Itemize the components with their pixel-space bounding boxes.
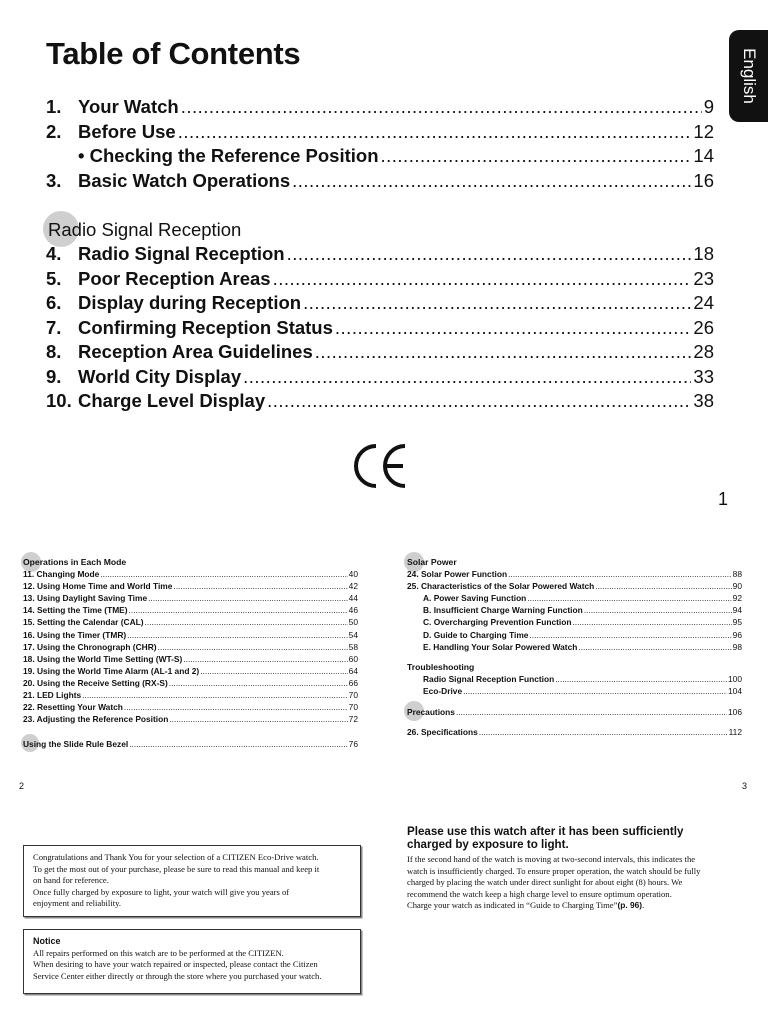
- toc-row-number: 9.: [46, 365, 62, 387]
- toc-dots: [148, 593, 348, 603]
- toc-row-page: 16: [693, 169, 714, 191]
- toc-row-page: 72: [348, 714, 358, 725]
- toc-row[interactable]: [423, 593, 742, 603]
- toc-row[interactable]: [23, 666, 358, 676]
- toc-row-number: 5.: [46, 267, 62, 289]
- toc-row[interactable]: [46, 366, 714, 388]
- toc-row-title: 11. Changing Mode: [23, 569, 100, 579]
- toc-dots: [527, 593, 731, 603]
- toc-row-page: 100: [728, 674, 742, 684]
- notice-title: Notice: [33, 936, 61, 946]
- toc-row-title: Radio Signal Reception: [78, 243, 285, 264]
- page-title: Table of Contents: [46, 36, 301, 71]
- toc-row-page: 24: [693, 292, 714, 313]
- notice-box: [23, 929, 361, 994]
- toc-solar: [407, 569, 742, 659]
- toc-row[interactable]: [23, 605, 358, 615]
- toc-row-title: 17. Using the Chronograph (CHR): [23, 641, 157, 652]
- toc-dots: [595, 581, 731, 591]
- toc-dots: [173, 581, 347, 591]
- toc-row-title: Using the Slide Rule Bezel: [23, 739, 129, 749]
- toc-row-title: 26. Specifications: [407, 727, 478, 737]
- toc-row-title: Poor Reception Areas: [78, 267, 271, 289]
- text-line: watch is insufficiently charged. To ensure proper operation, the watch should be fully: [407, 865, 701, 876]
- toc-dots: [529, 630, 731, 640]
- toc-basic: [46, 96, 714, 206]
- toc-dots: [381, 145, 692, 167]
- toc-row[interactable]: [23, 642, 358, 652]
- toc-row-title: 13. Using Daylight Saving Time: [23, 593, 148, 604]
- toc-row-number: 2.: [46, 120, 62, 142]
- toc-row-title: 20. Using the Receive Setting (RX-S): [23, 677, 168, 688]
- toc-row-page: 60: [348, 653, 358, 664]
- toc-dots: [463, 686, 727, 696]
- toc-row-page: 92: [732, 593, 742, 604]
- toc-row-number: 10.: [46, 390, 72, 411]
- toc-row-title: Before Use: [78, 120, 176, 142]
- toc-row[interactable]: [23, 630, 358, 640]
- toc-row-title: Charge Level Display: [78, 390, 266, 411]
- toc-row[interactable]: [23, 654, 358, 664]
- toc-row-page: 18: [693, 243, 714, 264]
- toc-row-title: 22. Resetting Your Watch: [23, 702, 123, 713]
- toc-row[interactable]: [23, 690, 358, 700]
- toc-dots: [584, 605, 732, 615]
- text-line: on hand for reference.: [33, 875, 109, 886]
- toc-dots: [100, 569, 347, 579]
- toc-row-page: 90: [732, 581, 742, 592]
- toc-row[interactable]: [23, 739, 358, 749]
- toc-row-page: 44: [348, 593, 358, 604]
- charge-heading-line: Please use this watch after it has been sufficiently: [407, 825, 684, 838]
- toc-row-title: 14. Setting the Time (TME): [23, 605, 128, 616]
- text-line: When desiring to have your watch repaired or inspected, please contact the Citizen: [33, 959, 318, 970]
- toc-row-page: 96: [732, 629, 742, 640]
- toc-row-title: Confirming Reception Status: [78, 316, 333, 338]
- toc-dots: [287, 243, 692, 265]
- toc-dots: [303, 292, 691, 314]
- toc-dots: [292, 170, 691, 192]
- page-number: 3: [742, 781, 748, 791]
- toc-row-title: 25. Characteristics of the Solar Powered Watch: [407, 581, 595, 592]
- charge-page-ref[interactable]: (p. 96): [617, 900, 643, 911]
- toc-row[interactable]: [46, 121, 714, 143]
- toc-row-title: World City Display: [78, 365, 242, 387]
- page-number: 1: [718, 489, 729, 509]
- toc-row-title: 23. Adjusting the Reference Position: [23, 714, 169, 725]
- toc-row[interactable]: [23, 702, 358, 712]
- toc-dots: [243, 366, 691, 388]
- toc-row[interactable]: [46, 292, 714, 314]
- page-number: 2: [19, 781, 25, 791]
- charge-body: [407, 854, 752, 912]
- toc-row-page: 94: [732, 605, 742, 616]
- toc-row-number: 7.: [46, 316, 62, 338]
- toc-row[interactable]: [46, 268, 714, 290]
- toc-dots: [127, 630, 348, 640]
- toc-row-page: 42: [348, 581, 358, 592]
- section-heading-solar: Solar Power: [407, 557, 457, 567]
- toc-dots: [273, 268, 692, 290]
- section-heading-operations: Operations in Each Mode: [23, 557, 127, 567]
- toc-dots: [315, 341, 692, 363]
- toc-row-title: 18. Using the World Time Setting (WT-S): [23, 653, 183, 664]
- toc-row[interactable]: [23, 617, 358, 627]
- toc-row-number: 4.: [46, 243, 62, 264]
- toc-row[interactable]: [23, 581, 358, 591]
- toc-row-page: 50: [348, 617, 358, 628]
- toc-dots: [456, 707, 727, 717]
- toc-row-page: 112: [728, 727, 742, 737]
- toc-row-title: • Checking the Reference Position: [78, 145, 379, 166]
- toc-row-number: 6.: [46, 292, 62, 313]
- toc-row-page: 66: [348, 677, 358, 688]
- toc-row-title: 24. Solar Power Function: [407, 569, 508, 579]
- toc-row-page: 106: [728, 707, 742, 717]
- text-line: recommend the watch keep a high charge level to ensure optimum operation.: [407, 888, 672, 899]
- toc-row[interactable]: [46, 96, 714, 118]
- toc-dots: [82, 690, 348, 700]
- toc-row[interactable]: [46, 243, 714, 265]
- toc-dots: [169, 714, 347, 724]
- text-line: If the second hand of the watch is moving at two-second intervals, this indicates the: [407, 854, 696, 864]
- toc-row[interactable]: [46, 317, 714, 339]
- toc-row-page: 33: [693, 365, 714, 387]
- text-line: Service Center either directly or through the store where you purchased your watch.: [33, 970, 322, 981]
- toc-row-page: 12: [693, 120, 714, 142]
- toc-dots: [183, 654, 347, 664]
- charge-heading: [407, 825, 747, 851]
- toc-row-title: D. Guide to Charging Time: [423, 629, 529, 640]
- toc-dots: [335, 317, 692, 339]
- notice-text: [33, 948, 351, 983]
- toc-row[interactable]: [423, 642, 742, 652]
- toc-row-number: 3.: [46, 169, 62, 191]
- toc-row-title: Display during Reception: [78, 292, 302, 313]
- charge-end: .: [642, 900, 645, 911]
- charge-heading-line: charged by exposure to light.: [407, 838, 569, 851]
- toc-row-title: Your Watch: [78, 96, 179, 117]
- toc-row[interactable]: [23, 714, 358, 724]
- toc-row[interactable]: [46, 145, 714, 167]
- toc-row-number: 8.: [46, 341, 62, 362]
- toc-row[interactable]: [423, 630, 742, 640]
- toc-row-title: Radio Signal Reception Function: [423, 674, 555, 684]
- toc-dots: [169, 678, 348, 688]
- toc-operations: [23, 569, 358, 729]
- toc-row-title: 16. Using the Timer (TMR): [23, 629, 127, 640]
- toc-row-title: 21. LED Lights: [23, 690, 82, 700]
- charge-last-line: [407, 900, 752, 912]
- toc-row-title: 12. Using Home Time and World Time: [23, 581, 173, 592]
- toc-row-page: 95: [732, 617, 742, 628]
- text-line: enjoyment and reliability.: [33, 898, 121, 909]
- toc-row-page: 9: [703, 96, 714, 117]
- section-heading-troubleshooting: Troubleshooting: [407, 662, 475, 672]
- toc-row-page: 38: [693, 390, 714, 411]
- toc-row[interactable]: [407, 707, 742, 717]
- congratulations-box: [23, 845, 361, 917]
- toc-row-number: 1.: [46, 96, 62, 117]
- toc-row-page: 70: [348, 702, 358, 713]
- toc-row-page: 64: [348, 665, 358, 676]
- toc-dots: [129, 739, 347, 749]
- toc-dots: [578, 642, 731, 652]
- charge-last-text: Charge your watch as indicated in “Guide to Charging Time”: [407, 900, 618, 911]
- toc-row[interactable]: [46, 341, 714, 363]
- toc-row-title: Precautions: [407, 707, 455, 717]
- toc-row-title: 15. Setting the Calendar (CAL): [23, 617, 144, 628]
- toc-row[interactable]: [407, 569, 742, 579]
- toc-row-page: 26: [693, 316, 714, 338]
- toc-row-page: 23: [693, 267, 714, 289]
- toc-row-page: 28: [693, 341, 714, 362]
- toc-row-page: 14: [693, 145, 714, 166]
- toc-troubleshooting: [407, 674, 742, 700]
- toc-row[interactable]: [23, 593, 358, 603]
- toc-dots: [508, 569, 732, 579]
- section-heading-radio: Radio Signal Reception: [48, 219, 242, 240]
- toc-row[interactable]: [46, 390, 714, 412]
- text-line: charged by placing the watch under direct sunlight for about eight (8) hours. We: [407, 877, 683, 888]
- toc-row-title: Eco-Drive: [423, 686, 463, 697]
- toc-row[interactable]: [46, 170, 714, 192]
- toc-row-page: 46: [348, 605, 358, 616]
- toc-row[interactable]: [407, 581, 742, 591]
- toc-row-page: 98: [732, 641, 742, 652]
- toc-dots: [158, 642, 348, 652]
- toc-dots: [267, 390, 691, 412]
- toc-dots: [181, 96, 702, 118]
- toc-row-page: 58: [348, 641, 358, 652]
- text-line: To get the most out of your purchase, please be sure to read this manual and keep it: [33, 863, 320, 874]
- toc-row-title: B. Insufficient Charge Warning Function: [423, 605, 583, 616]
- toc-row-page: 88: [732, 569, 742, 579]
- toc-row-page: 76: [348, 739, 358, 749]
- toc-dots: [145, 617, 348, 627]
- text-line: Once fully charged by exposure to light, your watch will give you years of: [33, 886, 290, 897]
- charge-text: [407, 854, 752, 900]
- toc-row[interactable]: [423, 674, 742, 684]
- toc-dots: [555, 674, 727, 684]
- toc-row-title: E. Handling Your Solar Powered Watch: [423, 641, 578, 652]
- toc-row-title: A. Power Saving Function: [423, 593, 527, 604]
- toc-row[interactable]: [423, 605, 742, 615]
- text-line: Congratulations and Thank You for your selection of a CITIZEN Eco-Drive watch.: [33, 852, 319, 862]
- toc-dots: [124, 702, 348, 712]
- toc-row-page: 54: [348, 629, 358, 640]
- toc-dots: [572, 617, 731, 627]
- toc-dots: [178, 121, 692, 143]
- toc-row[interactable]: [23, 678, 358, 688]
- toc-row-title: Reception Area Guidelines: [78, 341, 313, 362]
- toc-row-page: 70: [348, 690, 358, 700]
- language-tab-label: English: [739, 48, 759, 104]
- text-line: All repairs performed on this watch are to be performed at the CITIZEN.: [33, 947, 284, 958]
- toc-dots: [479, 727, 728, 737]
- toc-dots: [129, 605, 348, 615]
- toc-row-title: 19. Using the World Time Alarm (AL-1 and 2): [23, 665, 200, 676]
- ce-mark-icon: [350, 442, 408, 490]
- toc-row[interactable]: [407, 727, 742, 737]
- toc-row-page: 104: [728, 686, 742, 697]
- toc-row[interactable]: [423, 686, 742, 696]
- toc-row-page: 40: [348, 569, 358, 579]
- toc-row-title: C. Overcharging Prevention Function: [423, 617, 572, 628]
- toc-radio: [46, 243, 714, 413]
- language-tab[interactable]: [729, 30, 768, 122]
- toc-row-title: Basic Watch Operations: [78, 169, 291, 191]
- toc-row[interactable]: [23, 569, 358, 579]
- toc-row[interactable]: [423, 617, 742, 627]
- toc-dots: [200, 666, 347, 676]
